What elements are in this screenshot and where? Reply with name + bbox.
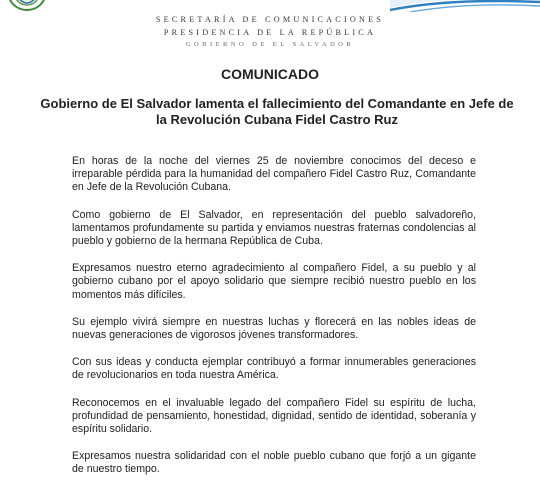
paragraph: Expresamos nuestra solidaridad con el noble pueblo cubano que forjó a un gigante de nuestro tiempo. <box>72 450 476 476</box>
letterhead-government: GOBIERNO DE EL SALVADOR <box>185 41 355 48</box>
letterhead-secretariat: SECRETARÍA DE COMUNICACIONES <box>155 15 385 24</box>
paragraph: Como gobierno de El Salvador, en representación del pueblo salvadoreño, lamentamos profundamente su partida y enviamos nuestras fraternas condolencias al pueblo y gobierno de la hermana República de Cuba. <box>72 208 476 248</box>
paragraph: En horas de la noche del viernes 25 de noviembre conocimos del deceso e irreparable pérdida para la humanidad del compañero Fidel Castro Ruz, Comandante en Jefe de la Revolución Cubana. <box>72 155 476 194</box>
coat-of-arms-icon <box>4 0 50 12</box>
paragraph: Reconocemos en el invaluable legado del compañero Fidel su espíritu de lucha, profundidad de pensamiento, honestidad, dignidad, sentido de identidad, soberanía y espíritu solidario. <box>72 396 476 436</box>
letterhead-presidency: PRESIDENCIA DE LA REPÚBLICA <box>163 28 377 37</box>
document-subtitle: Gobierno de El Salvador lamenta el fallecimiento del Comandante en Jefe de la Revolución Cubana Fidel Castro Ruz <box>40 96 514 127</box>
document-body <box>72 155 476 491</box>
paragraph: Su ejemplo vivirá siempre en nuestras luchas y florecerá en las nobles ideas de nuevas generaciones de vigorosos jóvenes transformadores. <box>72 315 476 342</box>
paragraph: Con sus ideas y conducta ejemplar contribuyó a formar innumerables generaciones de revolucionarios en toda nuestra América. <box>72 356 476 382</box>
paragraph: Expresamos nuestro eterno agradecimiento al compañero Fidel, a su pueblo y al gobierno cubano por el apoyo solidario que siempre recibió nuestro pueblo en los momentos más difíciles. <box>72 262 476 301</box>
document-title: COMUNICADO <box>221 66 319 82</box>
wave-logo-icon <box>390 0 540 12</box>
